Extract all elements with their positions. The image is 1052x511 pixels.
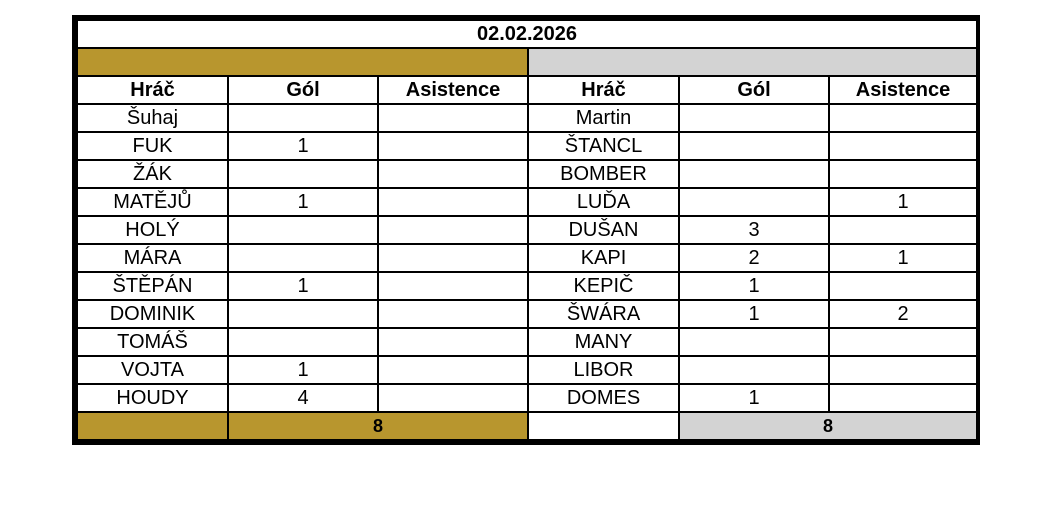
player-row <box>77 328 977 356</box>
left-player-goals: 1 <box>228 132 378 160</box>
left-player-name: ŠTĚPÁN <box>77 272 228 300</box>
left-player-name: MATĚJŮ <box>77 188 228 216</box>
right-player-goals <box>679 160 829 188</box>
right-player-goals: 1 <box>679 272 829 300</box>
right-player-name: KEPIČ <box>528 272 679 300</box>
left-player-name: FUK <box>77 132 228 160</box>
left-player-goals <box>228 244 378 272</box>
left-player-assists <box>378 104 528 132</box>
right-player-goals <box>679 328 829 356</box>
player-row <box>77 188 977 216</box>
right-player-name: KAPI <box>528 244 679 272</box>
right-total-spacer <box>528 412 679 440</box>
team-color-row <box>77 48 977 76</box>
score-sheet <box>72 15 980 445</box>
right-player-assists: 2 <box>829 300 977 328</box>
left-player-goals: 4 <box>228 384 378 412</box>
left-player-assists <box>378 132 528 160</box>
left-player-assists <box>378 384 528 412</box>
right-player-assists <box>829 356 977 384</box>
right-player-name: ŠTANCL <box>528 132 679 160</box>
left-player-assists <box>378 188 528 216</box>
team-right-color-bar <box>528 48 977 76</box>
right-player-assists <box>829 160 977 188</box>
right-player-assists <box>829 384 977 412</box>
right-player-name: MANY <box>528 328 679 356</box>
right-player-goals: 2 <box>679 244 829 272</box>
header-right-assists: Asistence <box>829 76 977 104</box>
left-player-goals <box>228 160 378 188</box>
left-player-goals <box>228 300 378 328</box>
player-row <box>77 384 977 412</box>
match-date: 02.02.2026 <box>77 20 977 48</box>
player-row <box>77 272 977 300</box>
right-player-name: LIBOR <box>528 356 679 384</box>
left-player-name: HOLÝ <box>77 216 228 244</box>
left-player-assists <box>378 356 528 384</box>
player-row <box>77 356 977 384</box>
left-player-name: HOUDY <box>77 384 228 412</box>
player-row <box>77 244 977 272</box>
right-player-goals <box>679 356 829 384</box>
right-player-assists: 1 <box>829 188 977 216</box>
right-player-goals <box>679 132 829 160</box>
right-player-goals <box>679 188 829 216</box>
left-player-goals <box>228 328 378 356</box>
left-player-assists <box>378 216 528 244</box>
left-player-assists <box>378 160 528 188</box>
left-player-assists <box>378 244 528 272</box>
left-player-name: DOMINIK <box>77 300 228 328</box>
header-left-player: Hráč <box>77 76 228 104</box>
left-player-assists <box>378 300 528 328</box>
left-player-name: MÁRA <box>77 244 228 272</box>
right-player-goals <box>679 104 829 132</box>
right-player-name: Martin <box>528 104 679 132</box>
right-player-goals: 3 <box>679 216 829 244</box>
right-player-name: LUĎA <box>528 188 679 216</box>
left-player-name: ŽÁK <box>77 160 228 188</box>
left-player-goals <box>228 104 378 132</box>
column-header-row <box>77 76 977 104</box>
score-table <box>76 19 978 441</box>
left-total-spacer <box>77 412 228 440</box>
player-row <box>77 300 977 328</box>
left-player-name: Šuhaj <box>77 104 228 132</box>
left-player-name: TOMÁŠ <box>77 328 228 356</box>
right-player-name: DUŠAN <box>528 216 679 244</box>
header-left-goals: Gól <box>228 76 378 104</box>
header-right-goals: Gól <box>679 76 829 104</box>
left-player-goals: 1 <box>228 272 378 300</box>
right-player-assists <box>829 216 977 244</box>
right-player-name: ŠWÁRA <box>528 300 679 328</box>
player-row <box>77 216 977 244</box>
right-player-assists: 1 <box>829 244 977 272</box>
right-player-assists <box>829 328 977 356</box>
left-player-assists <box>378 328 528 356</box>
header-right-player: Hráč <box>528 76 679 104</box>
date-row <box>77 20 977 48</box>
header-left-assists: Asistence <box>378 76 528 104</box>
right-player-assists <box>829 104 977 132</box>
right-player-name: DOMES <box>528 384 679 412</box>
team-left-color-bar <box>77 48 528 76</box>
left-player-goals: 1 <box>228 356 378 384</box>
right-player-assists <box>829 132 977 160</box>
right-player-goals: 1 <box>679 384 829 412</box>
right-player-goals: 1 <box>679 300 829 328</box>
left-player-name: VOJTA <box>77 356 228 384</box>
player-row <box>77 160 977 188</box>
right-total-goals: 8 <box>679 412 977 440</box>
right-player-assists <box>829 272 977 300</box>
player-row <box>77 104 977 132</box>
left-player-goals: 1 <box>228 188 378 216</box>
right-player-name: BOMBER <box>528 160 679 188</box>
left-total-goals: 8 <box>228 412 528 440</box>
totals-row <box>77 412 977 440</box>
player-row <box>77 132 977 160</box>
left-player-goals <box>228 216 378 244</box>
left-player-assists <box>378 272 528 300</box>
